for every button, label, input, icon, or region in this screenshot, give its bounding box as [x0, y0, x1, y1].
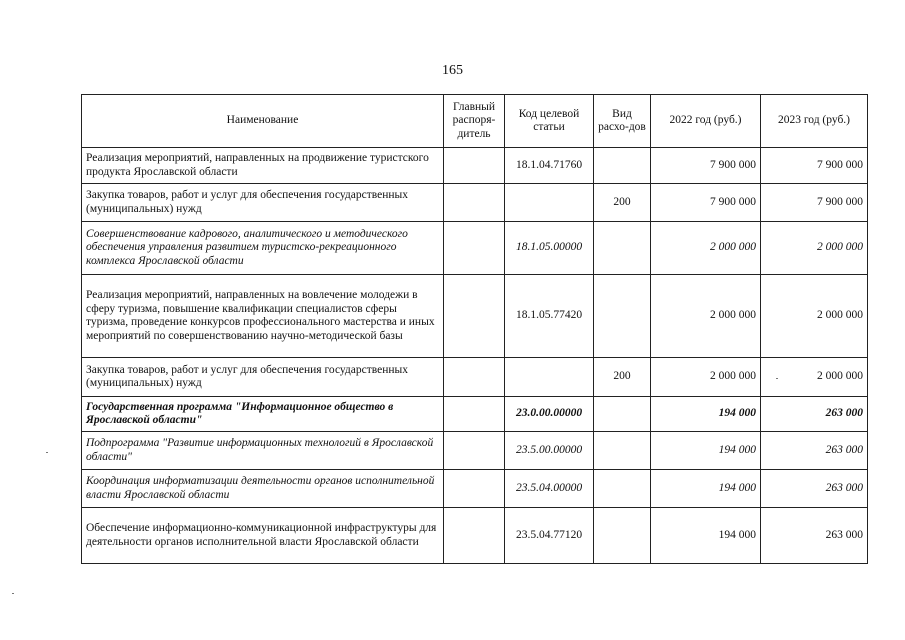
table-row	[82, 148, 868, 184]
row-type	[594, 508, 651, 564]
header-year-2023: 2023 год (руб.)	[761, 95, 868, 148]
row-2022: 2 000 000	[651, 222, 761, 275]
row-chief	[444, 358, 505, 397]
row-code: 23.5.00.00000	[505, 432, 594, 470]
row-code	[505, 358, 594, 397]
row-name: Закупка товаров, работ и услуг для обеспечения государственных (муниципальных) нужд	[82, 358, 444, 397]
row-type	[594, 148, 651, 184]
row-2023: 263 000	[761, 397, 868, 432]
header-name: Наименование	[82, 95, 444, 148]
scan-speck	[46, 452, 48, 453]
header-expense-type: Вид расхо-дов	[594, 95, 651, 148]
table-row	[82, 222, 868, 275]
row-chief	[444, 508, 505, 564]
row-type	[594, 397, 651, 432]
page-number: 165	[442, 63, 463, 78]
header-year-2022: 2022 год (руб.)	[651, 95, 761, 148]
row-chief	[444, 432, 505, 470]
row-name: Координация информатизации деятельности органов исполнительной власти Ярославской области	[82, 470, 444, 508]
row-chief	[444, 275, 505, 358]
row-chief	[444, 184, 505, 222]
row-2022: 7 900 000	[651, 148, 761, 184]
row-2023: 263 000	[761, 470, 868, 508]
table-row	[82, 184, 868, 222]
row-code: 23.5.04.00000	[505, 470, 594, 508]
row-2023: 263 000	[761, 432, 868, 470]
row-chief	[444, 470, 505, 508]
row-type	[594, 275, 651, 358]
row-chief	[444, 397, 505, 432]
row-2023: 7 900 000	[761, 184, 868, 222]
table-row	[82, 508, 868, 564]
row-type	[594, 432, 651, 470]
budget-table	[81, 94, 868, 564]
row-2022: 194 000	[651, 397, 761, 432]
row-name: Реализация мероприятий, направленных на продвижение туристского продукта Ярославской области	[82, 148, 444, 184]
row-name: Обеспечение информационно-коммуникационной инфраструктуры для деятельности органов исполнительной власти Ярославской области	[82, 508, 444, 564]
row-code	[505, 184, 594, 222]
table-row	[82, 470, 868, 508]
row-name: Совершенствование кадрового, аналитического и методического обеспечения управления развитием туристско-рекреационного комплекса Ярославской области	[82, 222, 444, 275]
table-row	[82, 432, 868, 470]
row-name: Государственная программа "Информационное общество в Ярославской области"	[82, 397, 444, 432]
row-name: Закупка товаров, работ и услуг для обеспечения государственных (муниципальных) нужд	[82, 184, 444, 222]
header-chief-manager: Главный распоря-дитель	[444, 95, 505, 148]
row-2023: 2 000 000	[761, 222, 868, 275]
row-name: Реализация мероприятий, направленных на вовлечение молодежи в сферу туризма, повышение квалификации специалистов сферы туризма, проведение конкурсов профессионального мастерства и иных мероприятий по совершенствованию научно-методической базы	[82, 275, 444, 358]
row-2022: 194 000	[651, 508, 761, 564]
row-2022: 2 000 000	[651, 275, 761, 358]
row-chief	[444, 148, 505, 184]
row-code: 18.1.05.77420	[505, 275, 594, 358]
row-2023: 263 000	[761, 508, 868, 564]
row-2022: 2 000 000	[651, 358, 761, 397]
header-target-code: Код целевой статьи	[505, 95, 594, 148]
table-row	[82, 397, 868, 432]
row-2023: 7 900 000	[761, 148, 868, 184]
row-type: 200	[594, 358, 651, 397]
row-2023: 2 000 000	[761, 358, 868, 397]
row-type	[594, 222, 651, 275]
table-header-row	[82, 95, 868, 148]
row-type: 200	[594, 184, 651, 222]
table-row	[82, 358, 868, 397]
row-code: 18.1.05.00000	[505, 222, 594, 275]
row-name: Подпрограмма "Развитие информационных технологий в Ярославской области"	[82, 432, 444, 470]
scan-speck	[12, 593, 14, 594]
row-type	[594, 470, 651, 508]
scan-speck	[776, 378, 778, 379]
row-chief	[444, 222, 505, 275]
row-code: 18.1.04.71760	[505, 148, 594, 184]
row-2022: 194 000	[651, 470, 761, 508]
table-row	[82, 275, 868, 358]
row-code: 23.0.00.00000	[505, 397, 594, 432]
row-code: 23.5.04.77120	[505, 508, 594, 564]
row-2022: 194 000	[651, 432, 761, 470]
row-2023: 2 000 000	[761, 275, 868, 358]
row-2022: 7 900 000	[651, 184, 761, 222]
